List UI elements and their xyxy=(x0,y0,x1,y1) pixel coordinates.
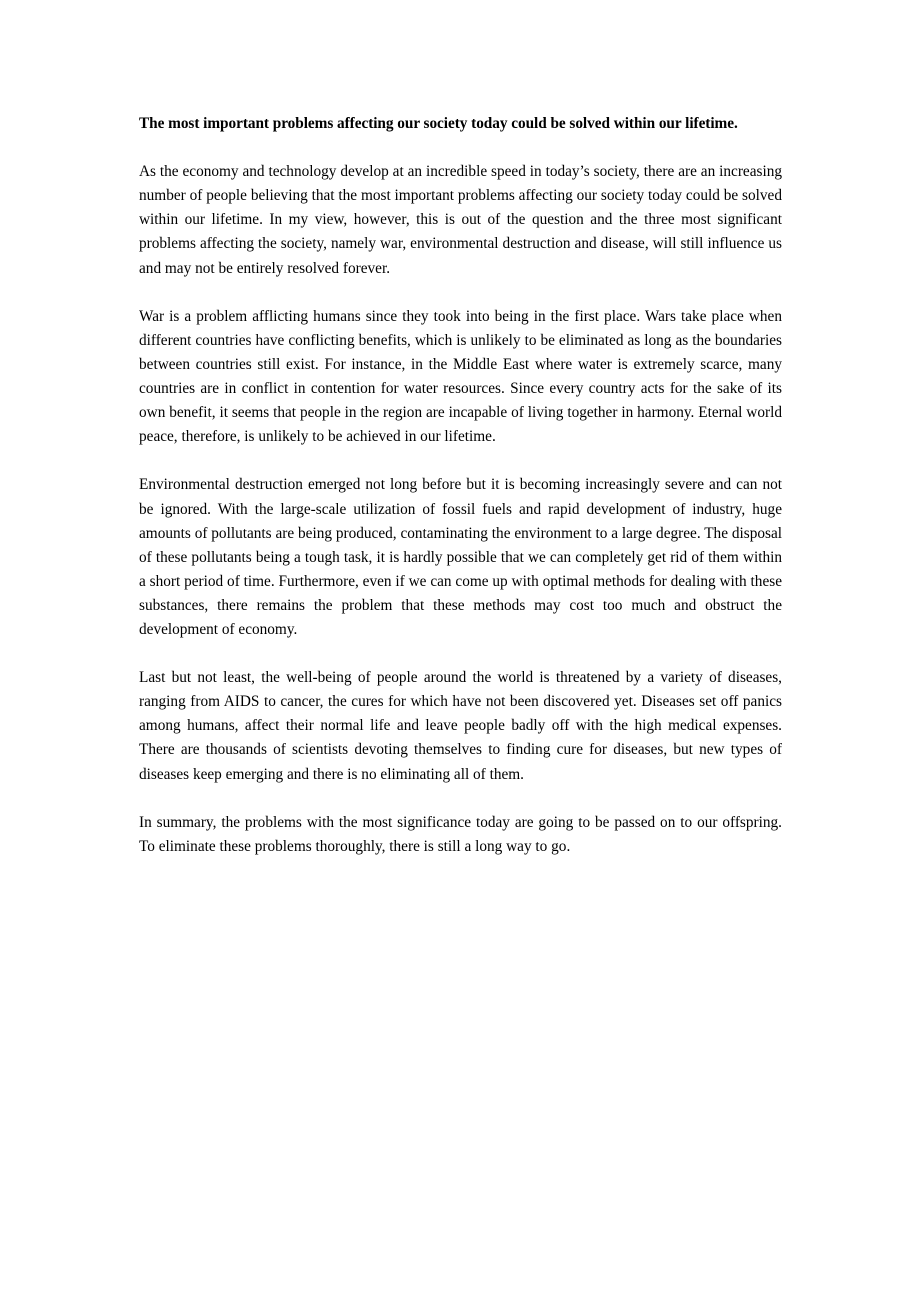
paragraph-introduction: As the economy and technology develop at an incredible speed in today’s society, there are an increasing number of people believing that the most important problems affecting our society today could be solved within our lifetime. In my view, however, this is out of the question and the three most significant problems affecting the society, namely war, environmental destruction and disease, will still influence us and may not be entirely resolved forever. xyxy=(139,163,782,277)
paragraph-war: War is a problem afflicting humans since they took into being in the first place. Wars take place when different countries have conflicting benefits, which is unlikely to be eliminated as long as the boundaries between countries still exist. For instance, in the Middle East where water is extremely scarce, many countries are in conflict in contention for water resources. Since every country acts for the sake of its own benefit, it seems that people in the region are incapable of living together in harmony. Eternal world peace, therefore, is unlikely to be achieved in our lifetime. xyxy=(139,307,782,446)
document-page xyxy=(139,112,782,883)
essay-title: The most important problems affecting our society today could be solved within our lifetime. xyxy=(139,115,738,132)
paragraph-disease: Last but not least, the well-being of people around the world is threatened by a variety of diseases, ranging from AIDS to cancer, the cures for which have not been discovered yet. Diseases set off panics among humans, affect their normal life and leave people badly off with the high medical expenses. There are thousands of scientists devoting themselves to finding cure for diseases, but new types of diseases keep emerging and there is no eliminating all of them. xyxy=(139,669,782,783)
paragraph-conclusion: In summary, the problems with the most significance today are going to be passed on to our offspring. To eliminate these problems thoroughly, there is still a long way to go. xyxy=(139,813,782,855)
paragraph-environment: Environmental destruction emerged not long before but it is becoming increasingly severe and can not be ignored. With the large-scale utilization of fossil fuels and rapid development of industry, huge amounts of pollutants are being produced, contaminating the environment to a large degree. The disposal of these pollutants being a tough task, it is hardly possible that we can completely get rid of them within a short period of time. Furthermore, even if we can come up with optimal methods for dealing with these substances, there remains the problem that these methods may cost too much and obstruct the development of economy. xyxy=(139,476,782,638)
